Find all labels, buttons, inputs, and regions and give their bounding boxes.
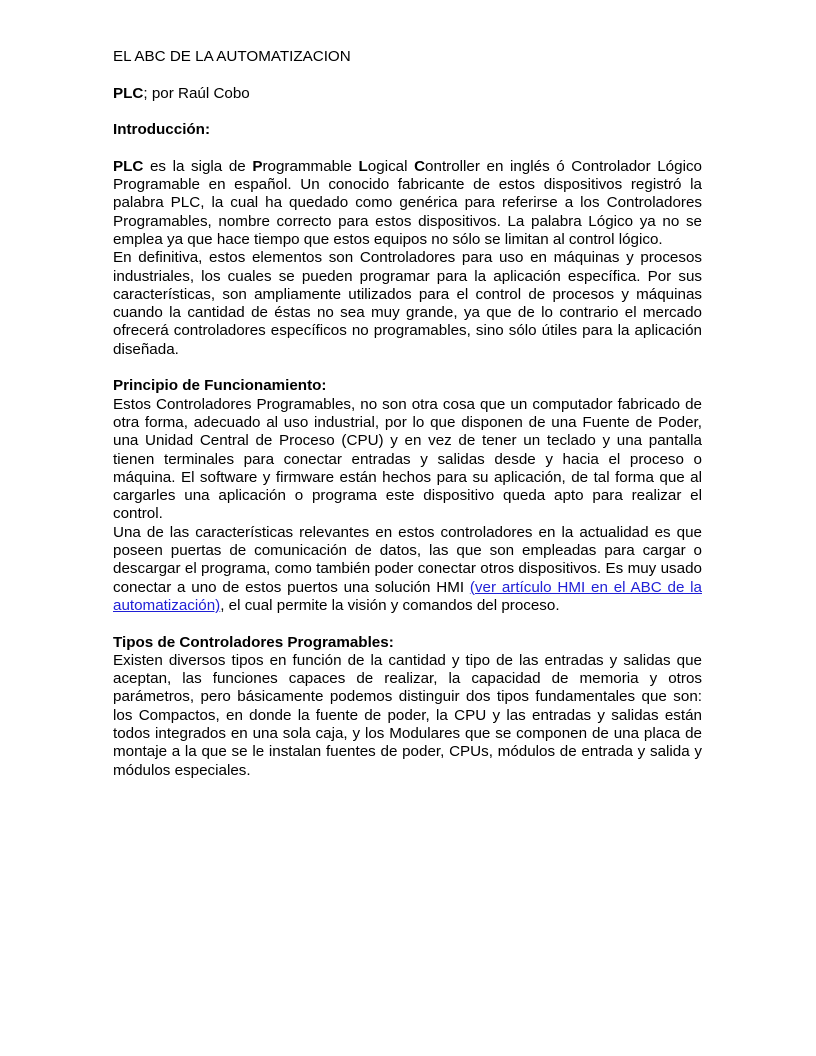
acronym-letter-l: L [358, 157, 368, 175]
intro-text: rogrammable [262, 157, 359, 175]
spacer [113, 359, 702, 377]
document-title: EL ABC DE LA AUTOMATIZACION [113, 48, 351, 65]
principio-heading: Principio de Funcionamiento: [113, 377, 327, 395]
tipos-paragraph-1: Existen diversos tipos en función de la cantidad y tipo de las entradas y salidas que aceptan, las funciones capaces de realizar, la capacidad de memoria y otros parámetros, pero básicamente podemos distinguir dos tipos fundamentales que son: los Compactos, en donde la fuente de poder, la CPU y las entradas y salidas están todos integrados en una sola caja, y los Modulares que se componen de una placa de montaje a la que se le instalan fuentes de poder, CPUs, módulos de entrada y salida y módulos especiales. [113, 651, 702, 779]
spacer [113, 103, 702, 121]
hmi-article-link[interactable]: (ver artículo HMI en el ABC de la automatización) [113, 578, 702, 614]
document-body [113, 48, 702, 780]
intro-paragraph-2: En definitiva, estos elementos son Controladores para uso en máquinas y procesos industriales, los cuales se pueden programar para la aplicación específica. Por sus características, son ampliamente utilizados para el control de procesos y máquinas cuando la cantidad de éstas no sea muy grande, ya que de lo contrario el mercado ofrecerá controladores específicos no programables, sino sólo útiles para la aplicación diseñada. [113, 249, 702, 358]
byline-author: ; por Raúl Cobo [143, 84, 250, 102]
principio-paragraph-2 [113, 524, 702, 615]
tipos-heading: Tipos de Controladores Programables: [113, 633, 394, 651]
intro-paragraph-1 [113, 158, 702, 249]
acronym-letter-c: C [414, 157, 426, 175]
principio-paragraph-1: Estos Controladores Programables, no son otra cosa que un computador fabricado de otra forma, adecuado al uso industrial, por lo que disponen de una Fuente de Poder, una Unidad Central de Proceso (CPU) y en vez de tener un teclado y una pantalla tienen terminales para conectar entradas y salidas desde y hacia el proceso o máquina. El software y firmware están hechos para su aplicación, de tal forma que al cargarles una aplicación o programa este dispositivo queda apto para realizar el control. [113, 395, 702, 523]
principio-text: , el cual permite la visión y comandos del proceso. [220, 596, 560, 614]
principio-text: Una de las características relevantes en estos controladores en la actualidad es que poseen puertas de comunicación de datos, las que son empleadas para cargar o descargar el programa, como también poder conectar otros dispositivos. Es muy usado conectar a uno de estos puertos una solución HMI [113, 523, 702, 596]
byline [113, 85, 702, 103]
intro-text: ogical [367, 157, 415, 175]
intro-heading: Introducción: [113, 121, 211, 139]
plc-term: PLC [113, 157, 144, 175]
intro-text: ontroller en inglés ó Controlador Lógico Programable en español. Un conocido fabricante de estos dispositivos registró la palabra PLC, la cual ha quedado como genérica para referirse a los Controladores Programables, nombre correcto para estos dispositivos. La palabra Lógico ya no se emplea ya que hace tiempo que estos equipos no sólo se limitan al control lógico. [113, 157, 702, 248]
spacer [113, 615, 702, 633]
spacer [113, 66, 702, 84]
acronym-letter-p: P [252, 157, 263, 175]
byline-plc: PLC [113, 84, 144, 102]
spacer [113, 139, 702, 157]
intro-text: es la sigla de [143, 157, 253, 175]
